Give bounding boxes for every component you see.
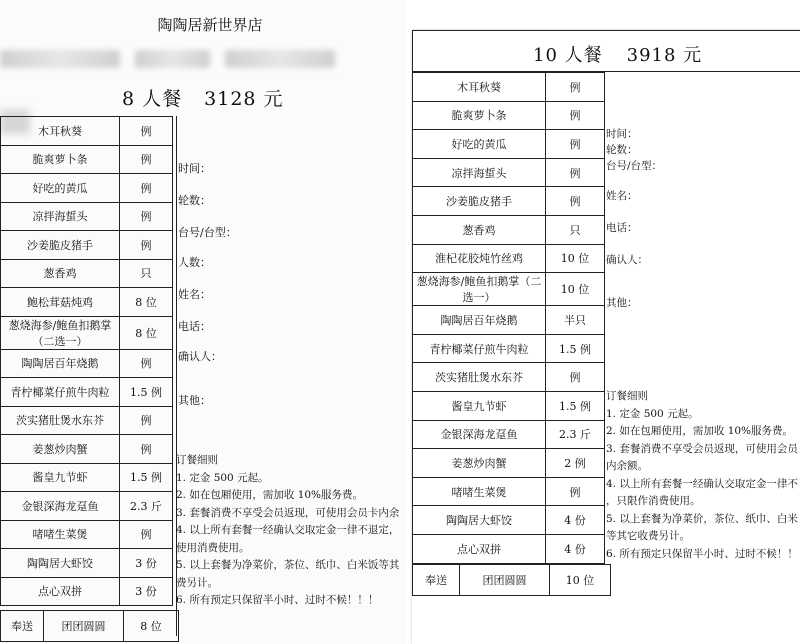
- notes-title: 订餐细则: [606, 390, 648, 402]
- dish-table: [0, 116, 173, 606]
- dish-row: [1, 378, 173, 407]
- dish-row: [1, 463, 173, 492]
- dish-row: [413, 534, 605, 563]
- info-field-label: 其他：: [606, 297, 638, 309]
- dish-row: [1, 349, 173, 378]
- dish-qty: 1.5 例: [546, 391, 605, 420]
- redacted-text: [0, 50, 120, 68]
- note-line: 内余额。: [606, 460, 648, 472]
- dish-name: 沙姜脆皮猪手: [413, 187, 546, 216]
- dish-row: [413, 477, 605, 506]
- note-line: 费另计。: [176, 576, 218, 589]
- info-field-label: 其他：: [178, 394, 211, 407]
- dish-qty: 2.3 斤: [546, 420, 605, 449]
- dish-qty: 2 例: [546, 449, 605, 478]
- dish-row: [413, 187, 605, 216]
- dish-name: 茨实猪肚煲水东芥: [413, 363, 546, 392]
- set-meal-price: 3128 元: [204, 88, 284, 110]
- dish-row: [1, 406, 173, 435]
- dish-qty: 例: [120, 435, 173, 464]
- info-field-label: 人数：: [178, 256, 211, 269]
- dish-qty: 4 份: [546, 534, 605, 563]
- dish-row: [1, 520, 173, 549]
- info-field-label: 确认人：: [606, 254, 648, 266]
- redacted-text: [135, 50, 210, 68]
- dish-row: [1, 259, 173, 288]
- dish-name: 鲍松茸菇炖鸡: [1, 288, 120, 317]
- booking-notes: [176, 452, 404, 610]
- dish-name: 茨实猪肚煲水东芥: [1, 406, 120, 435]
- info-field-label: 姓名：: [606, 190, 638, 202]
- dish-name: 啫啫生菜煲: [1, 520, 120, 549]
- info-field-label: 时间：: [178, 162, 211, 175]
- dish-name: 青柠椰菜仔煎牛肉粒: [1, 378, 120, 407]
- dish-qty: 例: [120, 231, 173, 260]
- dish-row: [1, 492, 173, 521]
- dish-qty: 例: [120, 117, 173, 146]
- dish-name: 沙姜脆皮猪手: [1, 231, 120, 260]
- gift-label: 奉送: [1, 611, 44, 642]
- note-line: 3. 套餐消费不享受会员返现，可使用会员卡内余: [176, 506, 400, 519]
- note-line: 6. 所有预定只保留半小时、过时不候！！: [606, 547, 798, 560]
- dish-qty: 例: [120, 520, 173, 549]
- dish-qty: 1.5 例: [546, 334, 605, 363]
- dish-qty: 1.5 例: [120, 378, 173, 407]
- set-meal-price: 3918 元: [626, 45, 703, 66]
- gift-label: 奉送: [413, 565, 460, 596]
- note-line: 4. 以上所有套餐一经确认交取定金一律不退定，: [176, 524, 400, 536]
- dish-row: [413, 158, 605, 187]
- dish-name: 金银深海龙趸鱼: [1, 492, 120, 521]
- dish-qty: 只: [120, 259, 173, 288]
- title-box: [412, 30, 800, 72]
- note-line: 2. 如在包厢使用，需加收 10%服务费。: [606, 425, 794, 437]
- dish-row: [413, 420, 605, 449]
- dish-name: 凉拌海蜇头: [1, 202, 120, 231]
- dish-qty: 4 份: [546, 506, 605, 535]
- dish-qty: 例: [120, 174, 173, 203]
- menu-sheet-10-person: [412, 30, 800, 644]
- dish-qty: 2.3 斤: [120, 492, 173, 521]
- dish-row: [413, 334, 605, 363]
- dish-row: [413, 363, 605, 392]
- gift-row: [412, 564, 611, 596]
- dish-name: 点心双拼: [1, 577, 120, 606]
- note-line: 6. 所有预定只保留半小时、过时不候！！！: [176, 594, 379, 606]
- dish-qty: 10 位: [546, 244, 605, 273]
- dish-name: 凉拌海蜇头: [413, 158, 546, 187]
- info-field-label: 台号/台型：: [606, 160, 663, 172]
- dish-row: [1, 145, 173, 174]
- dish-row: [1, 549, 173, 578]
- note-line: 4. 以上所有套餐一经确认交取定金一律不: [606, 477, 798, 490]
- dish-qty: 例: [546, 477, 605, 506]
- dish-qty: 3 份: [120, 549, 173, 578]
- set-meal-name: 10 人餐: [533, 45, 603, 66]
- dish-name: 好吃的黄瓜: [1, 174, 120, 203]
- dish-row: [413, 306, 605, 335]
- dish-name: 脆爽萝卜条: [413, 101, 546, 130]
- dish-name: 姜葱炒肉蟹: [1, 435, 120, 464]
- dish-qty: 例: [546, 73, 605, 102]
- store-name: 陶陶居新世界店: [157, 16, 263, 34]
- dish-name: 青柠椰菜仔煎牛肉粒: [413, 334, 546, 363]
- note-line: ，只限作消费使用。: [606, 495, 701, 507]
- info-field-label: 时间：: [606, 128, 638, 140]
- info-field-label: 轮数：: [606, 144, 638, 156]
- dish-qty: 例: [546, 363, 605, 392]
- dish-row: [1, 231, 173, 260]
- dish-name: 啫啫生菜煲: [413, 477, 546, 506]
- dish-name: 好吃的黄瓜: [413, 130, 546, 159]
- dish-name: 酱皇九节虾: [1, 463, 120, 492]
- dish-qty: 半只: [546, 306, 605, 335]
- dish-row: [413, 273, 605, 306]
- dish-name: 淮杞花胶炖竹丝鸡: [413, 244, 546, 273]
- dish-qty: 例: [546, 158, 605, 187]
- dish-qty: 例: [546, 130, 605, 159]
- dish-name: 葱烧海参/鲍鱼扣鹅掌（二选一）: [413, 273, 546, 306]
- dish-row: [413, 449, 605, 478]
- set-meal-name: 8 人餐: [122, 88, 183, 110]
- gift-item: 团团圆圆: [44, 611, 124, 642]
- dish-qty: 8 位: [120, 288, 173, 317]
- dish-qty: 例: [120, 349, 173, 378]
- note-line: 5. 以上套餐为净菜价，茶位、纸巾、白米饭等其: [176, 559, 400, 571]
- dish-name: 陶陶居大虾饺: [413, 506, 546, 535]
- gift-qty: 10 位: [550, 565, 611, 596]
- info-field-label: 电话：: [606, 222, 638, 234]
- dish-row: [413, 101, 605, 130]
- dish-name: 陶陶居百年烧鹅: [413, 306, 546, 335]
- dish-row: [413, 130, 605, 159]
- dish-row: [1, 174, 173, 203]
- gift-qty: 8 位: [124, 611, 179, 642]
- note-line: 1. 定金 500 元起。: [606, 407, 699, 420]
- redacted-text: [225, 50, 335, 68]
- dish-name: 陶陶居百年烧鹅: [1, 349, 120, 378]
- dish-name: 葱香鸡: [1, 259, 120, 288]
- dish-row: [413, 506, 605, 535]
- note-line: 3. 套餐消费不享受会员返现，可使用会员: [606, 442, 798, 455]
- dish-row: [413, 391, 605, 420]
- dish-row: [1, 202, 173, 231]
- dish-row: [1, 117, 173, 146]
- dish-qty: 只: [546, 215, 605, 244]
- info-field-label: 确认人：: [178, 350, 222, 363]
- dish-row: [413, 244, 605, 273]
- dish-name: 葱烧海参/鲍鱼扣鹅掌（二选一）: [1, 316, 120, 349]
- booking-notes: [606, 388, 800, 563]
- note-line: 5. 以上套餐为净菜价，茶位、纸巾、白米: [606, 512, 798, 525]
- dish-qty: 8 位: [120, 316, 173, 349]
- dish-name: 点心双拼: [413, 534, 546, 563]
- dish-name: 葱香鸡: [413, 215, 546, 244]
- dish-name: 木耳秋葵: [1, 117, 120, 146]
- dish-name: 酱皇九节虾: [413, 391, 546, 420]
- notes-title: 订餐细则: [176, 454, 218, 466]
- note-line: 2. 如在包厢使用，需加收 10%服务费。: [176, 489, 364, 501]
- note-line: 等其它收费另计。: [606, 530, 690, 542]
- dish-row: [1, 316, 173, 349]
- dish-qty: 3 份: [120, 577, 173, 606]
- dish-qty: 例: [546, 187, 605, 216]
- dish-row: [1, 435, 173, 464]
- dish-row: [1, 288, 173, 317]
- gift-row: [0, 610, 179, 642]
- dish-qty: 1.5 例: [120, 463, 173, 492]
- dish-qty: 例: [120, 202, 173, 231]
- dish-qty: 例: [120, 406, 173, 435]
- info-field-label: 台号/台型：: [178, 226, 237, 239]
- gift-item: 团团圆圆: [460, 565, 550, 596]
- dish-row: [1, 577, 173, 606]
- dish-name: 木耳秋葵: [413, 73, 546, 102]
- info-field-label: 轮数：: [178, 194, 211, 207]
- dish-qty: 例: [546, 101, 605, 130]
- info-field-label: 电话：: [178, 320, 211, 333]
- dish-name: 金银深海龙趸鱼: [413, 420, 546, 449]
- dish-name: 脆爽萝卜条: [1, 145, 120, 174]
- dish-table: [412, 72, 605, 564]
- dish-qty: 10 位: [546, 273, 605, 306]
- dish-qty: 例: [120, 145, 173, 174]
- note-line: 1. 定金 500 元起。: [176, 471, 269, 484]
- dish-row: [413, 73, 605, 102]
- dish-name: 姜葱炒肉蟹: [413, 449, 546, 478]
- info-field-label: 姓名：: [178, 288, 211, 301]
- dish-name: 陶陶居大虾饺: [1, 549, 120, 578]
- note-line: 使用消费使用。: [176, 541, 250, 554]
- dish-row: [413, 215, 605, 244]
- set-meal-title: [533, 41, 702, 67]
- set-meal-title: [122, 84, 284, 111]
